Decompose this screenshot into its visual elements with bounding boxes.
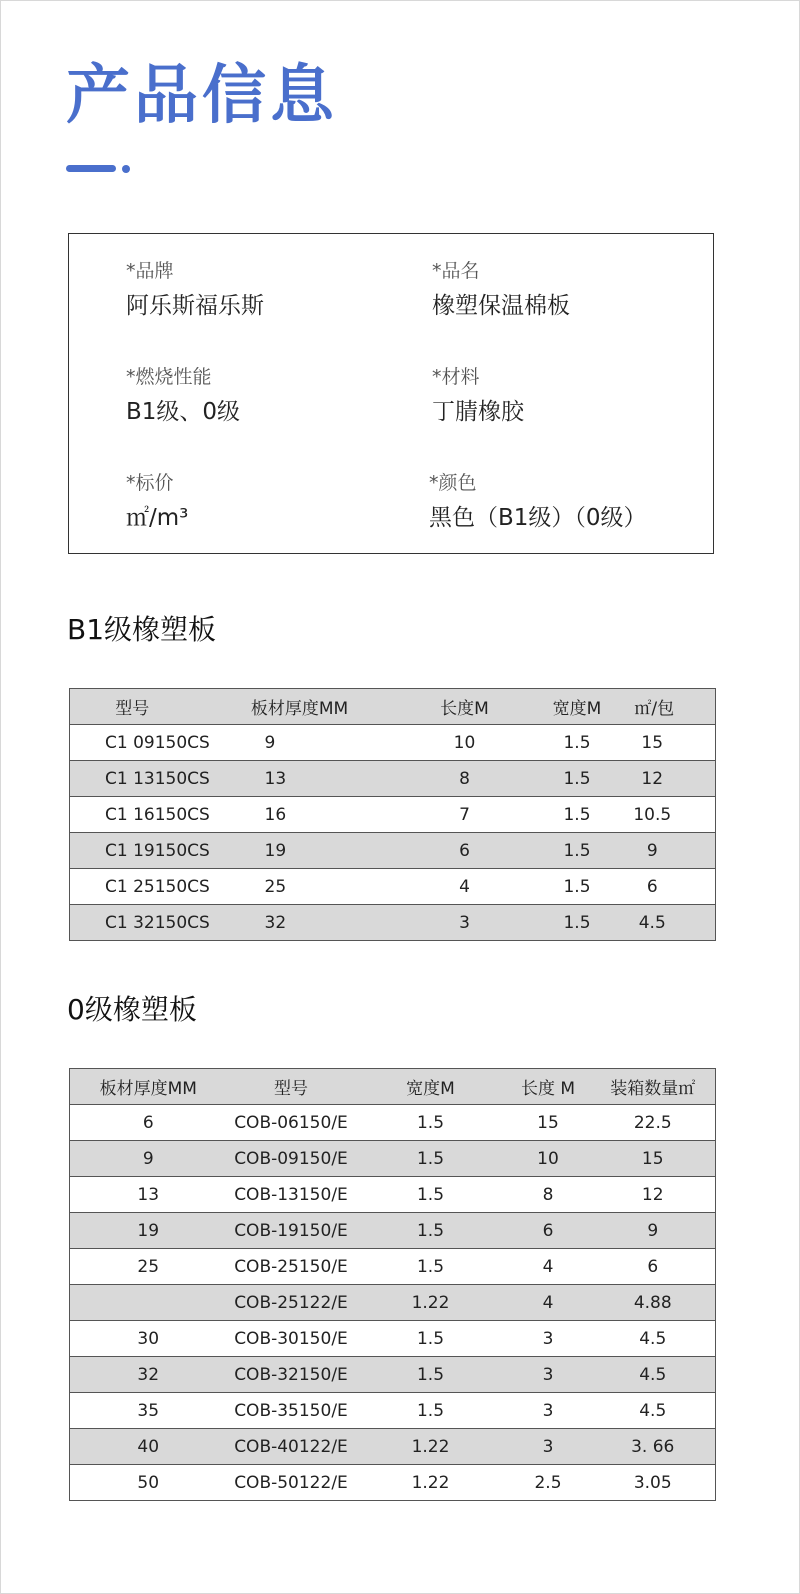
table-row [70,761,716,797]
table-row [70,1429,716,1465]
b1-section-title: B1级橡塑板 [67,613,217,646]
table-cell: COB-19150/E [227,1213,356,1249]
table-row [70,905,716,941]
table-cell: 1.5 [356,1177,506,1213]
column-header: 板材厚度MM [235,689,405,725]
table-cell: 35 [70,1393,227,1429]
table-cell: 1.5 [525,905,630,941]
info-label: *品名 [432,260,480,282]
info-value: 橡塑保温棉板 [432,293,570,319]
title-dot [122,165,130,173]
table-cell: 50 [70,1465,227,1501]
info-value: 黑色（B1级）（0级） [429,505,647,531]
info-label: *材料 [432,366,480,388]
table-cell: 15 [506,1105,591,1141]
table-cell: 1.5 [356,1249,506,1285]
table-row [70,1177,716,1213]
page-title: 产品信息 [66,59,338,133]
table-cell: 1.5 [356,1141,506,1177]
table-cell: C1 09150CS [70,725,235,761]
table-cell: 3 [506,1429,591,1465]
table-cell: 10 [506,1141,591,1177]
table-cell: 1.5 [525,869,630,905]
table-cell: COB-25122/E [227,1285,356,1321]
table-cell: 9 [70,1141,227,1177]
info-brand [126,259,264,321]
table-cell: 8 [506,1177,591,1213]
zero-section-title: 0级橡塑板 [67,993,197,1026]
table-cell: 40 [70,1429,227,1465]
table-row [70,1285,716,1321]
table-cell: 4.5 [591,1321,716,1357]
table-cell: C1 19150CS [70,833,235,869]
table-cell: 10.5 [630,797,716,833]
table-cell: 1.5 [525,797,630,833]
table-cell: 6 [506,1213,591,1249]
info-value: 阿乐斯福乐斯 [126,293,264,319]
table-cell: 4.5 [630,905,716,941]
table-cell: 1.5 [356,1321,506,1357]
table-cell: 1.5 [525,833,630,869]
info-material [432,365,524,427]
table-cell: 6 [591,1249,716,1285]
info-fire-rating [126,365,240,427]
table-row [70,1393,716,1429]
table-cell: 1.5 [525,725,630,761]
column-header: 装箱数量㎡ [591,1069,716,1105]
table-cell: 15 [630,725,716,761]
table-cell: COB-13150/E [227,1177,356,1213]
table-row [70,1321,716,1357]
info-value: B1级、0级 [126,399,241,425]
column-header: 长度M [405,689,525,725]
table-cell: 4 [506,1285,591,1321]
table-cell: 4.88 [591,1285,716,1321]
table-cell: 6 [405,833,525,869]
table-cell: 9 [630,833,716,869]
info-label: *品牌 [126,260,174,282]
table-cell: 1.22 [356,1465,506,1501]
table-cell: 1.5 [356,1213,506,1249]
table-cell: 6 [70,1105,227,1141]
table-cell: 15 [591,1141,716,1177]
column-header: ㎡/包 [630,689,716,725]
table-cell [70,1285,227,1321]
table-cell: 4 [405,869,525,905]
table-cell: 16 [235,797,405,833]
table-row [70,725,716,761]
table-cell: COB-35150/E [227,1393,356,1429]
table-row [70,1465,716,1501]
table-cell: C1 13150CS [70,761,235,797]
table-cell: 3 [506,1321,591,1357]
table-cell: COB-30150/E [227,1321,356,1357]
table-cell: 4 [506,1249,591,1285]
info-color [429,471,647,533]
column-header: 宽度M [356,1069,506,1105]
table-cell: COB-25150/E [227,1249,356,1285]
table-cell: 12 [630,761,716,797]
table-cell: 30 [70,1321,227,1357]
table-cell: 3. 66 [591,1429,716,1465]
info-price-unit [126,471,188,533]
table-cell: 8 [405,761,525,797]
table-cell: COB-06150/E [227,1105,356,1141]
table-cell: 1.22 [356,1429,506,1465]
zero-spec-table [69,1068,716,1501]
table-cell: 9 [591,1213,716,1249]
info-label: *燃烧性能 [126,366,212,388]
table-cell: COB-50122/E [227,1465,356,1501]
table-cell: C1 32150CS [70,905,235,941]
table-cell: C1 16150CS [70,797,235,833]
b1-spec-table [69,688,716,941]
title-underline [66,165,116,172]
column-header: 型号 [70,689,235,725]
table-cell: 32 [235,905,405,941]
table-cell: 4.5 [591,1393,716,1429]
table-cell: 2.5 [506,1465,591,1501]
table-row [70,1105,716,1141]
table-row [70,797,716,833]
info-label: *颜色 [429,472,477,494]
info-value: ㎡/m³ [126,505,189,531]
table-cell: 3 [506,1357,591,1393]
table-cell: 1.5 [356,1357,506,1393]
table-cell: COB-32150/E [227,1357,356,1393]
table-row [70,1249,716,1285]
column-header: 板材厚度MM [70,1069,227,1105]
table-cell: COB-40122/E [227,1429,356,1465]
info-value: 丁腈橡胶 [432,399,524,425]
table-cell: 12 [591,1177,716,1213]
table-cell: 25 [235,869,405,905]
table-header-row [70,689,716,725]
table-row [70,869,716,905]
table-cell: 1.22 [356,1285,506,1321]
table-cell: 1.5 [356,1393,506,1429]
column-header: 宽度M [525,689,630,725]
column-header: 型号 [227,1069,356,1105]
table-cell: 22.5 [591,1105,716,1141]
table-cell: 9 [235,725,405,761]
table-cell: 1.5 [525,761,630,797]
table-cell: 25 [70,1249,227,1285]
table-cell: 32 [70,1357,227,1393]
table-cell: 7 [405,797,525,833]
info-product-name [432,259,570,321]
table-cell: 19 [70,1213,227,1249]
table-row [70,1213,716,1249]
table-cell: 3 [405,905,525,941]
table-cell: 13 [70,1177,227,1213]
table-cell: 19 [235,833,405,869]
table-cell: 10 [405,725,525,761]
table-row [70,833,716,869]
table-header-row [70,1069,716,1105]
table-cell: 3 [506,1393,591,1429]
table-cell: 6 [630,869,716,905]
table-cell: 4.5 [591,1357,716,1393]
product-info-box [68,233,714,554]
info-label: *标价 [126,472,174,494]
table-cell: C1 25150CS [70,869,235,905]
table-row [70,1141,716,1177]
table-cell: COB-09150/E [227,1141,356,1177]
table-cell: 13 [235,761,405,797]
column-header: 长度 M [506,1069,591,1105]
table-row [70,1357,716,1393]
table-cell: 1.5 [356,1105,506,1141]
table-cell: 3.05 [591,1465,716,1501]
